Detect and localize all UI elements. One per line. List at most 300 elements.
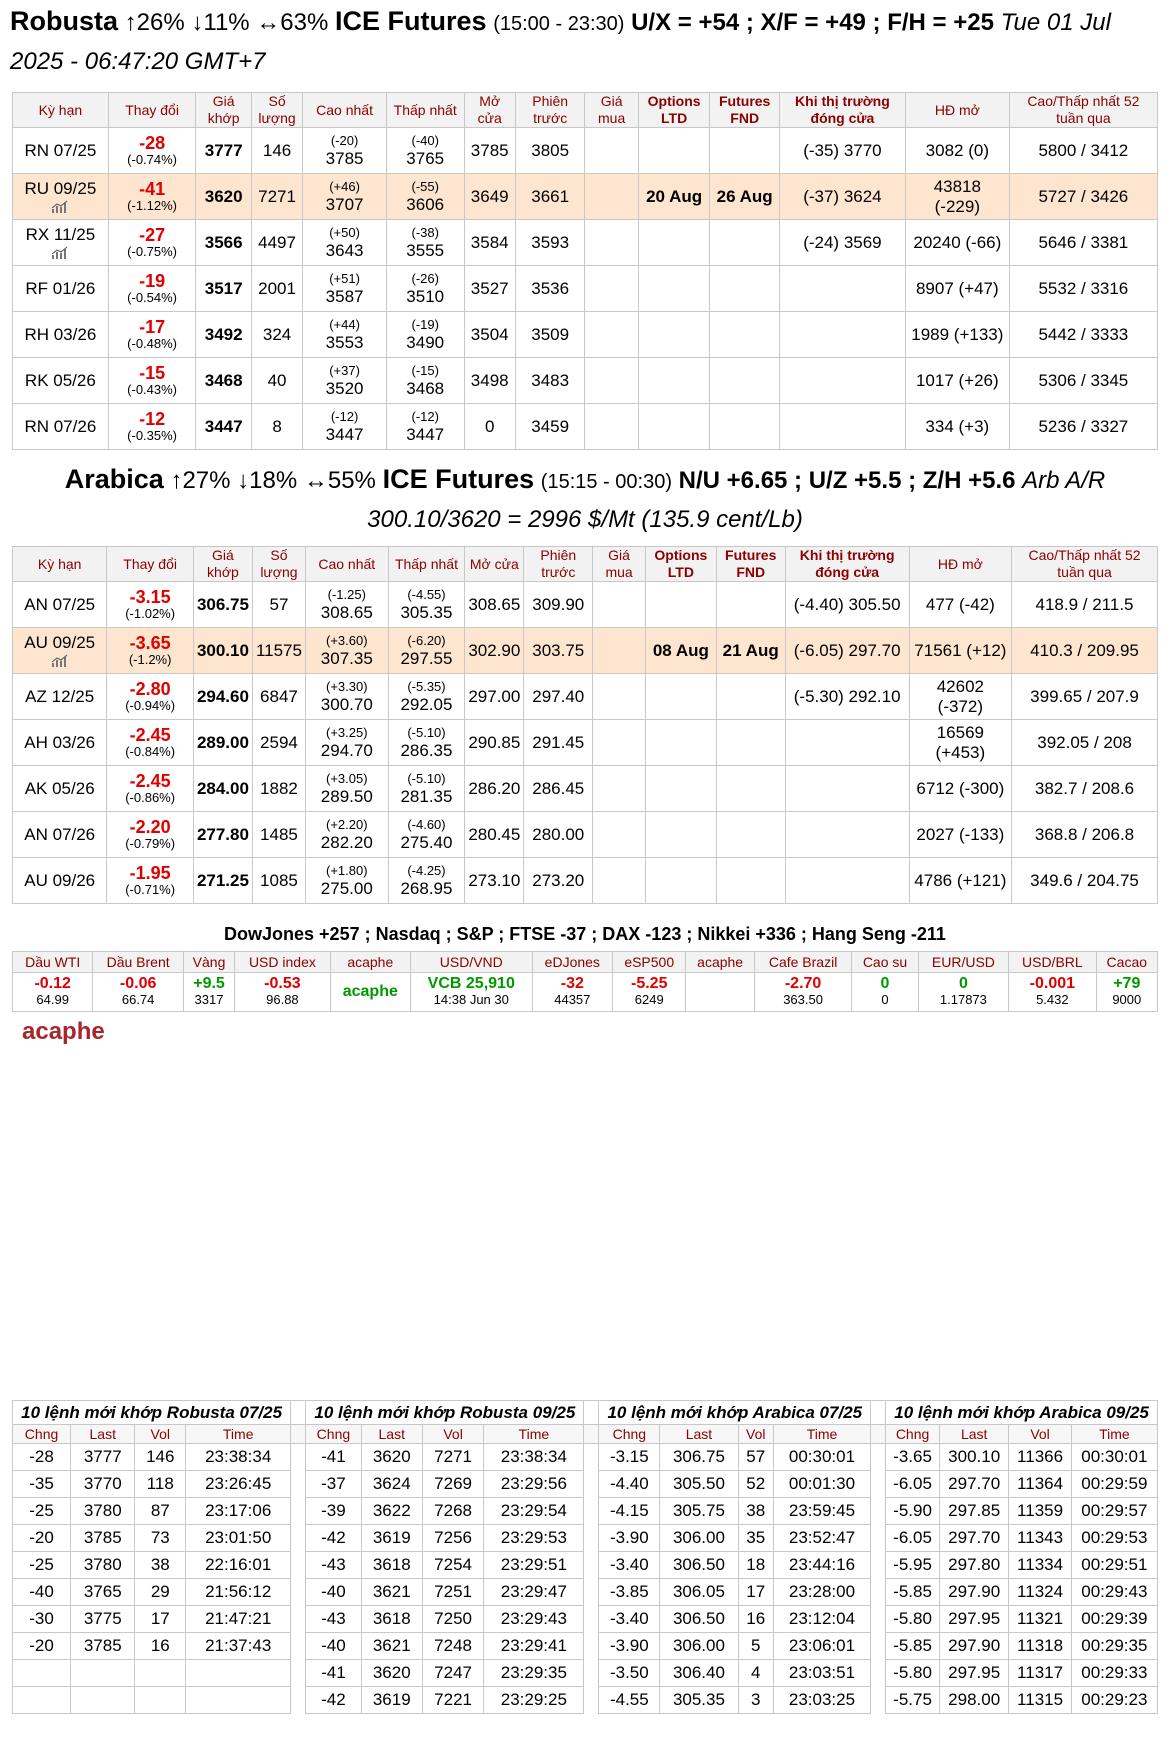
trade-change: -5.85 bbox=[886, 1579, 940, 1606]
trade-vol: 7248 bbox=[422, 1633, 483, 1660]
change-value: -3.65 bbox=[129, 632, 171, 653]
arabica-row bbox=[13, 720, 1158, 766]
trade-vol: 18 bbox=[738, 1552, 773, 1579]
settlement-close: (-5.30) 292.10 bbox=[785, 674, 909, 720]
trade-last: 297.95 bbox=[939, 1660, 1008, 1687]
trade-vol: 11315 bbox=[1009, 1687, 1071, 1714]
macro-cell bbox=[852, 973, 918, 1012]
high-cell bbox=[305, 582, 388, 628]
macro-label: Vàng bbox=[183, 952, 234, 973]
trade-change: -41 bbox=[306, 1444, 361, 1471]
high-change: (-20) bbox=[330, 132, 359, 148]
options-ltd bbox=[645, 582, 716, 628]
macro-value: +9.5 bbox=[193, 975, 225, 992]
futures-fnd bbox=[710, 312, 780, 358]
options-ltd bbox=[645, 766, 716, 812]
trade-change: -42 bbox=[306, 1525, 361, 1552]
macro-cell bbox=[410, 973, 532, 1012]
macro-value: -2.70 bbox=[784, 975, 822, 992]
futures-fnd bbox=[710, 266, 780, 312]
settlement-close bbox=[785, 812, 909, 858]
macro-cell bbox=[235, 973, 331, 1012]
trades-title: 10 lệnh mới khớp Arabica 09/25 bbox=[886, 1401, 1158, 1425]
contract-term[interactable] bbox=[13, 220, 109, 266]
trade-last: 3624 bbox=[361, 1471, 422, 1498]
volume: 1085 bbox=[252, 858, 305, 904]
high-change: (-1.25) bbox=[327, 586, 366, 602]
open-price: 308.65 bbox=[465, 582, 524, 628]
trade-vol: 146 bbox=[135, 1444, 186, 1471]
trade-change: -42 bbox=[306, 1687, 361, 1714]
term-label[interactable]: AK 05/26 bbox=[24, 778, 95, 798]
settlement-close bbox=[779, 312, 905, 358]
macro-cell bbox=[613, 973, 686, 1012]
previous-close: 3536 bbox=[515, 266, 585, 312]
bid-price bbox=[593, 858, 646, 904]
trade-last: 297.95 bbox=[939, 1606, 1008, 1633]
trade-time: 00:29:39 bbox=[1071, 1606, 1157, 1633]
trade-change: -43 bbox=[306, 1552, 361, 1579]
bid-price bbox=[585, 358, 638, 404]
high-value: 3520 bbox=[325, 378, 364, 398]
low-change: (-26) bbox=[411, 270, 439, 286]
trade-change: -3.15 bbox=[599, 1444, 660, 1471]
volume: 2001 bbox=[251, 266, 302, 312]
gap-cell bbox=[291, 1498, 306, 1525]
high-change: (+51) bbox=[329, 270, 360, 286]
trade-time: 00:29:57 bbox=[1071, 1498, 1157, 1525]
contract-term[interactable] bbox=[13, 720, 107, 766]
term-label[interactable]: AZ 12/25 bbox=[25, 686, 95, 706]
macro-cell bbox=[1009, 973, 1096, 1012]
arabica-header bbox=[10, 460, 1160, 539]
low-change: (-38) bbox=[411, 224, 439, 240]
trade-last: 3619 bbox=[361, 1525, 422, 1552]
trade-change: -40 bbox=[306, 1633, 361, 1660]
low-change: (-19) bbox=[411, 316, 439, 332]
52-week-range: 5727 / 3426 bbox=[1009, 174, 1157, 220]
open-interest: 477 (-42) bbox=[909, 582, 1011, 628]
high-cell bbox=[305, 812, 388, 858]
trade-vol: 17 bbox=[135, 1606, 186, 1633]
trade-change: -35 bbox=[13, 1471, 71, 1498]
open-interest: 20240 (-66) bbox=[905, 220, 1009, 266]
column-header: Cao/Thấp nhất 52 tuần qua bbox=[1012, 547, 1158, 582]
change-cell bbox=[107, 674, 194, 720]
trade-change: -5.90 bbox=[886, 1498, 940, 1525]
contract-term[interactable] bbox=[13, 358, 109, 404]
trade-change: -3.90 bbox=[599, 1633, 660, 1660]
change-cell bbox=[107, 628, 194, 674]
trade-time: 00:29:33 bbox=[1071, 1660, 1157, 1687]
trade-vol: 4 bbox=[738, 1660, 773, 1687]
futures-fnd: 26 Aug bbox=[710, 174, 780, 220]
macro-label: Cao su bbox=[852, 952, 918, 973]
term-label[interactable]: RX 11/25 bbox=[25, 225, 96, 244]
high-change: (-12) bbox=[330, 408, 359, 424]
trade-change: -37 bbox=[306, 1471, 361, 1498]
column-header: Cao nhất bbox=[303, 93, 387, 128]
contract-term[interactable] bbox=[13, 128, 109, 174]
high-cell bbox=[303, 174, 387, 220]
last-price: 3447 bbox=[196, 404, 251, 450]
contract-term[interactable] bbox=[13, 404, 109, 450]
options-ltd bbox=[638, 358, 710, 404]
trade-change: -30 bbox=[13, 1606, 71, 1633]
trade-vol: 52 bbox=[738, 1471, 773, 1498]
trade-vol: 5 bbox=[738, 1633, 773, 1660]
term-label[interactable]: AH 03/26 bbox=[24, 732, 96, 752]
low-cell bbox=[386, 404, 464, 450]
term-label[interactable]: AN 07/25 bbox=[24, 594, 96, 614]
options-ltd bbox=[645, 812, 716, 858]
trade-change bbox=[13, 1687, 71, 1714]
trade-change: -5.95 bbox=[886, 1552, 940, 1579]
options-ltd: 08 Aug bbox=[645, 628, 716, 674]
change-percent: (-0.94%) bbox=[125, 697, 176, 713]
trades-subheader: Last bbox=[660, 1425, 738, 1444]
trade-vol: 7250 bbox=[422, 1606, 483, 1633]
trade-time: 23:29:41 bbox=[484, 1633, 584, 1660]
markets-line: DowJones +257 ; Nasdaq ; S&P ; FTSE -37 ; DAX -123 ; Nikkei +336 ; Hang Seng -211 bbox=[224, 924, 946, 944]
high-value: 3643 bbox=[325, 240, 364, 260]
open-price: 280.45 bbox=[465, 812, 524, 858]
trade-vol: 11321 bbox=[1009, 1606, 1071, 1633]
macro-label: Cafe Brazil bbox=[754, 952, 852, 973]
term-label[interactable]: RK 05/26 bbox=[24, 370, 96, 390]
trade-change: -6.05 bbox=[886, 1525, 940, 1552]
change-cell bbox=[107, 858, 194, 904]
arabica-row bbox=[13, 858, 1158, 904]
settlement-close: (-24) 3569 bbox=[779, 220, 905, 266]
gap-cell bbox=[871, 1401, 886, 1425]
macro-label: USD/VND bbox=[410, 952, 532, 973]
trade-vol: 11317 bbox=[1009, 1660, 1071, 1687]
chart-icon[interactable] bbox=[51, 200, 69, 214]
trade-change: -5.80 bbox=[886, 1606, 940, 1633]
last-price: 300.10 bbox=[193, 628, 252, 674]
contract-term[interactable] bbox=[13, 812, 107, 858]
column-header: Options LTD bbox=[645, 547, 716, 582]
chart-icon[interactable] bbox=[51, 654, 69, 668]
gap-cell bbox=[584, 1633, 599, 1660]
trade-vol: 16 bbox=[135, 1633, 186, 1660]
macro-cell bbox=[918, 973, 1008, 1012]
change-value: -2.80 bbox=[129, 678, 171, 699]
options-ltd bbox=[638, 220, 710, 266]
gap-cell bbox=[584, 1579, 599, 1606]
trade-time: 23:29:56 bbox=[484, 1471, 584, 1498]
term-label[interactable]: RH 03/26 bbox=[24, 324, 97, 344]
open-price: 3527 bbox=[464, 266, 515, 312]
trade-change: -25 bbox=[13, 1552, 71, 1579]
trade-vol: 35 bbox=[738, 1525, 773, 1552]
options-ltd bbox=[645, 674, 716, 720]
open-interest: 71561 (+12) bbox=[909, 628, 1011, 674]
low-value: 3606 bbox=[406, 194, 445, 214]
open-interest: 4786 (+121) bbox=[909, 858, 1011, 904]
macro-cell[interactable] bbox=[330, 973, 410, 1012]
last-price: 3517 bbox=[196, 266, 251, 312]
high-change: (+1.80) bbox=[326, 862, 368, 878]
gap-cell bbox=[291, 1471, 306, 1498]
macro-label: acaphe bbox=[686, 952, 754, 973]
futures-fnd bbox=[710, 404, 780, 450]
trade-last: 306.40 bbox=[660, 1660, 738, 1687]
trade-time: 00:29:53 bbox=[1071, 1525, 1157, 1552]
gap-cell bbox=[871, 1444, 886, 1471]
gap-cell bbox=[584, 1660, 599, 1687]
change-value: -28 bbox=[139, 132, 166, 153]
column-header: Cao nhất bbox=[305, 547, 388, 582]
previous-close: 280.00 bbox=[524, 812, 593, 858]
last-price: 294.60 bbox=[193, 674, 252, 720]
open-price: 273.10 bbox=[465, 858, 524, 904]
low-change: (-5.35) bbox=[407, 678, 446, 694]
low-cell bbox=[388, 628, 465, 674]
trade-last bbox=[71, 1687, 135, 1714]
change-value: -12 bbox=[139, 408, 166, 429]
52-week-range: 5442 / 3333 bbox=[1009, 312, 1157, 358]
trade-last: 305.50 bbox=[660, 1471, 738, 1498]
trade-time: 23:03:51 bbox=[773, 1660, 870, 1687]
open-price: 3504 bbox=[464, 312, 515, 358]
low-change: (-15) bbox=[411, 362, 439, 378]
high-value: 300.70 bbox=[320, 694, 373, 714]
trade-last: 3620 bbox=[361, 1660, 422, 1687]
macro-sub: 1.17873 bbox=[939, 992, 987, 1007]
trades-title: 10 lệnh mới khớp Robusta 09/25 bbox=[306, 1401, 584, 1425]
open-interest: 1989 (+133) bbox=[905, 312, 1009, 358]
change-value: -15 bbox=[139, 362, 166, 383]
column-header: Mở cửa bbox=[464, 93, 515, 128]
trade-change: -3.50 bbox=[599, 1660, 660, 1687]
arabica-stats: ↑27% ↓18% ↔55% bbox=[170, 467, 376, 494]
previous-close: 303.75 bbox=[524, 628, 593, 674]
gap-cell bbox=[871, 1425, 886, 1444]
options-ltd bbox=[638, 128, 710, 174]
trade-last: 3785 bbox=[71, 1525, 135, 1552]
open-price: 3584 bbox=[464, 220, 515, 266]
trade-time: 23:29:53 bbox=[484, 1525, 584, 1552]
trade-last: 306.50 bbox=[660, 1552, 738, 1579]
low-cell bbox=[386, 174, 464, 220]
change-value: -2.45 bbox=[129, 770, 171, 791]
term-label[interactable]: RN 07/25 bbox=[24, 140, 97, 160]
macro-sub: 14:38 Jun 30 bbox=[433, 992, 509, 1007]
arabica-hours: (15:15 - 00:30) bbox=[540, 471, 672, 493]
trade-last bbox=[71, 1660, 135, 1687]
contract-term[interactable] bbox=[13, 628, 107, 674]
term-label[interactable]: AN 07/26 bbox=[24, 824, 96, 844]
column-header: Options LTD bbox=[638, 93, 710, 128]
low-change: (-40) bbox=[411, 132, 439, 148]
high-change: (+3.30) bbox=[326, 678, 368, 694]
trades-title: 10 lệnh mới khớp Arabica 07/25 bbox=[599, 1401, 871, 1425]
trade-vol: 3 bbox=[738, 1687, 773, 1714]
robusta-name: Robusta bbox=[10, 6, 118, 36]
previous-close: 286.45 bbox=[524, 766, 593, 812]
trade-time: 23:38:34 bbox=[484, 1444, 584, 1471]
trade-last: 305.35 bbox=[660, 1687, 738, 1714]
contract-term[interactable] bbox=[13, 858, 107, 904]
trade-time: 00:29:43 bbox=[1071, 1579, 1157, 1606]
low-cell bbox=[388, 812, 465, 858]
trade-last: 298.00 bbox=[939, 1687, 1008, 1714]
arabica-spreads: N/U +6.65 ; U/Z +5.5 ; Z/H +5.6 bbox=[678, 467, 1016, 494]
high-cell bbox=[305, 720, 388, 766]
arabica-row bbox=[13, 582, 1158, 628]
acaphe-logo[interactable]: acaphe bbox=[22, 1018, 105, 1045]
trade-time: 00:29:59 bbox=[1071, 1471, 1157, 1498]
column-header: Futures FND bbox=[710, 93, 780, 128]
robusta-table bbox=[12, 92, 1158, 450]
trade-last: 3621 bbox=[361, 1633, 422, 1660]
macro-cell bbox=[93, 973, 183, 1012]
bid-price bbox=[585, 266, 638, 312]
macro-cell bbox=[754, 973, 852, 1012]
settlement-close bbox=[785, 858, 909, 904]
settlement-close bbox=[779, 404, 905, 450]
trade-change: -20 bbox=[13, 1525, 71, 1552]
trade-time: 23:59:45 bbox=[773, 1498, 870, 1525]
last-price: 3468 bbox=[196, 358, 251, 404]
contract-term[interactable] bbox=[13, 582, 107, 628]
trade-time: 23:38:34 bbox=[186, 1444, 291, 1471]
gap-cell bbox=[871, 1579, 886, 1606]
open-interest: 8907 (+47) bbox=[905, 266, 1009, 312]
low-value: 292.05 bbox=[400, 694, 453, 714]
trade-last: 3770 bbox=[71, 1471, 135, 1498]
high-value: 294.70 bbox=[320, 740, 373, 760]
high-value: 282.20 bbox=[320, 832, 373, 852]
latest-trades-table bbox=[12, 1400, 1158, 1714]
gap-cell bbox=[584, 1401, 599, 1425]
macro-cell bbox=[13, 973, 93, 1012]
bid-price bbox=[593, 674, 646, 720]
change-cell bbox=[108, 174, 196, 220]
settlement-close bbox=[779, 266, 905, 312]
arabica-row bbox=[13, 766, 1158, 812]
macro-label: acaphe bbox=[330, 952, 410, 973]
gap-cell bbox=[871, 1552, 886, 1579]
volume: 324 bbox=[251, 312, 302, 358]
macro-sub: 5.432 bbox=[1036, 992, 1069, 1007]
trade-row bbox=[13, 1633, 1158, 1660]
trade-time: 23:06:01 bbox=[773, 1633, 870, 1660]
change-percent: (-0.48%) bbox=[127, 335, 178, 351]
high-change: (+46) bbox=[329, 178, 360, 194]
open-interest: 1017 (+26) bbox=[905, 358, 1009, 404]
trade-change: -20 bbox=[13, 1633, 71, 1660]
chart-icon[interactable] bbox=[51, 246, 69, 260]
gap-cell bbox=[291, 1444, 306, 1471]
trade-time: 23:29:47 bbox=[484, 1579, 584, 1606]
open-price: 290.85 bbox=[465, 720, 524, 766]
trade-time: 23:01:50 bbox=[186, 1525, 291, 1552]
trade-change: -25 bbox=[13, 1498, 71, 1525]
last-price: 3566 bbox=[196, 220, 251, 266]
trade-last: 3619 bbox=[361, 1687, 422, 1714]
open-price: 3498 bbox=[464, 358, 515, 404]
contract-term[interactable] bbox=[13, 266, 109, 312]
trade-vol: 29 bbox=[135, 1579, 186, 1606]
last-price: 284.00 bbox=[193, 766, 252, 812]
macro-cell bbox=[686, 973, 754, 1012]
futures-fnd: 21 Aug bbox=[716, 628, 785, 674]
term-label[interactable]: RN 07/26 bbox=[24, 416, 97, 436]
low-cell bbox=[388, 720, 465, 766]
macro-sub: 3317 bbox=[194, 992, 224, 1007]
term-label[interactable]: AU 09/26 bbox=[24, 870, 96, 890]
low-value: 3555 bbox=[406, 240, 445, 260]
open-price: 302.90 bbox=[465, 628, 524, 674]
arabica-row bbox=[13, 628, 1158, 674]
trade-vol: 17 bbox=[738, 1579, 773, 1606]
settlement-close bbox=[785, 766, 909, 812]
trade-vol: 11366 bbox=[1009, 1444, 1071, 1471]
term-label[interactable]: AU 09/25 bbox=[24, 633, 96, 652]
previous-close: 3459 bbox=[515, 404, 585, 450]
contract-term[interactable] bbox=[13, 174, 109, 220]
robusta-spreads: U/X = +54 ; X/F = +49 ; F/H = +25 bbox=[631, 9, 994, 36]
trade-vol: 7256 bbox=[422, 1525, 483, 1552]
trade-last: 3780 bbox=[71, 1498, 135, 1525]
trade-last: 3618 bbox=[361, 1552, 422, 1579]
trades-title: 10 lệnh mới khớp Robusta 07/25 bbox=[13, 1401, 291, 1425]
low-value: 268.95 bbox=[400, 878, 453, 898]
low-cell bbox=[386, 358, 464, 404]
change-cell bbox=[108, 404, 196, 450]
change-cell bbox=[108, 128, 196, 174]
macro-label: eDJones bbox=[532, 952, 612, 973]
trade-vol: 11318 bbox=[1009, 1633, 1071, 1660]
open-price: 297.00 bbox=[465, 674, 524, 720]
high-cell bbox=[303, 312, 387, 358]
volume: 7271 bbox=[251, 174, 302, 220]
robusta-row bbox=[13, 404, 1158, 450]
high-value: 3553 bbox=[325, 332, 364, 352]
options-ltd bbox=[645, 720, 716, 766]
trade-time: 00:29:51 bbox=[1071, 1552, 1157, 1579]
trade-change: -39 bbox=[306, 1498, 361, 1525]
open-price: 3649 bbox=[464, 174, 515, 220]
term-label[interactable]: RU 09/25 bbox=[24, 179, 97, 198]
trades-subheader: Last bbox=[939, 1425, 1008, 1444]
change-cell bbox=[107, 582, 194, 628]
52-week-range: 5800 / 3412 bbox=[1009, 128, 1157, 174]
robusta-row bbox=[13, 220, 1158, 266]
change-cell bbox=[107, 720, 194, 766]
contract-term[interactable] bbox=[13, 312, 109, 358]
macro-value: -0.001 bbox=[1029, 975, 1076, 992]
change-cell bbox=[108, 220, 196, 266]
trade-vol bbox=[135, 1687, 186, 1714]
change-cell bbox=[108, 358, 196, 404]
trades-subheader: Chng bbox=[13, 1425, 71, 1444]
macro-cell bbox=[183, 973, 234, 1012]
trade-last: 3785 bbox=[71, 1633, 135, 1660]
contract-term[interactable] bbox=[13, 766, 107, 812]
arabica-row bbox=[13, 812, 1158, 858]
bid-price bbox=[585, 174, 638, 220]
macro-value: -0.06 bbox=[119, 975, 157, 992]
trade-time: 23:29:54 bbox=[484, 1498, 584, 1525]
trade-time: 21:37:43 bbox=[186, 1633, 291, 1660]
high-cell bbox=[303, 220, 387, 266]
term-label[interactable]: RF 01/26 bbox=[25, 278, 96, 298]
contract-term[interactable] bbox=[13, 674, 107, 720]
